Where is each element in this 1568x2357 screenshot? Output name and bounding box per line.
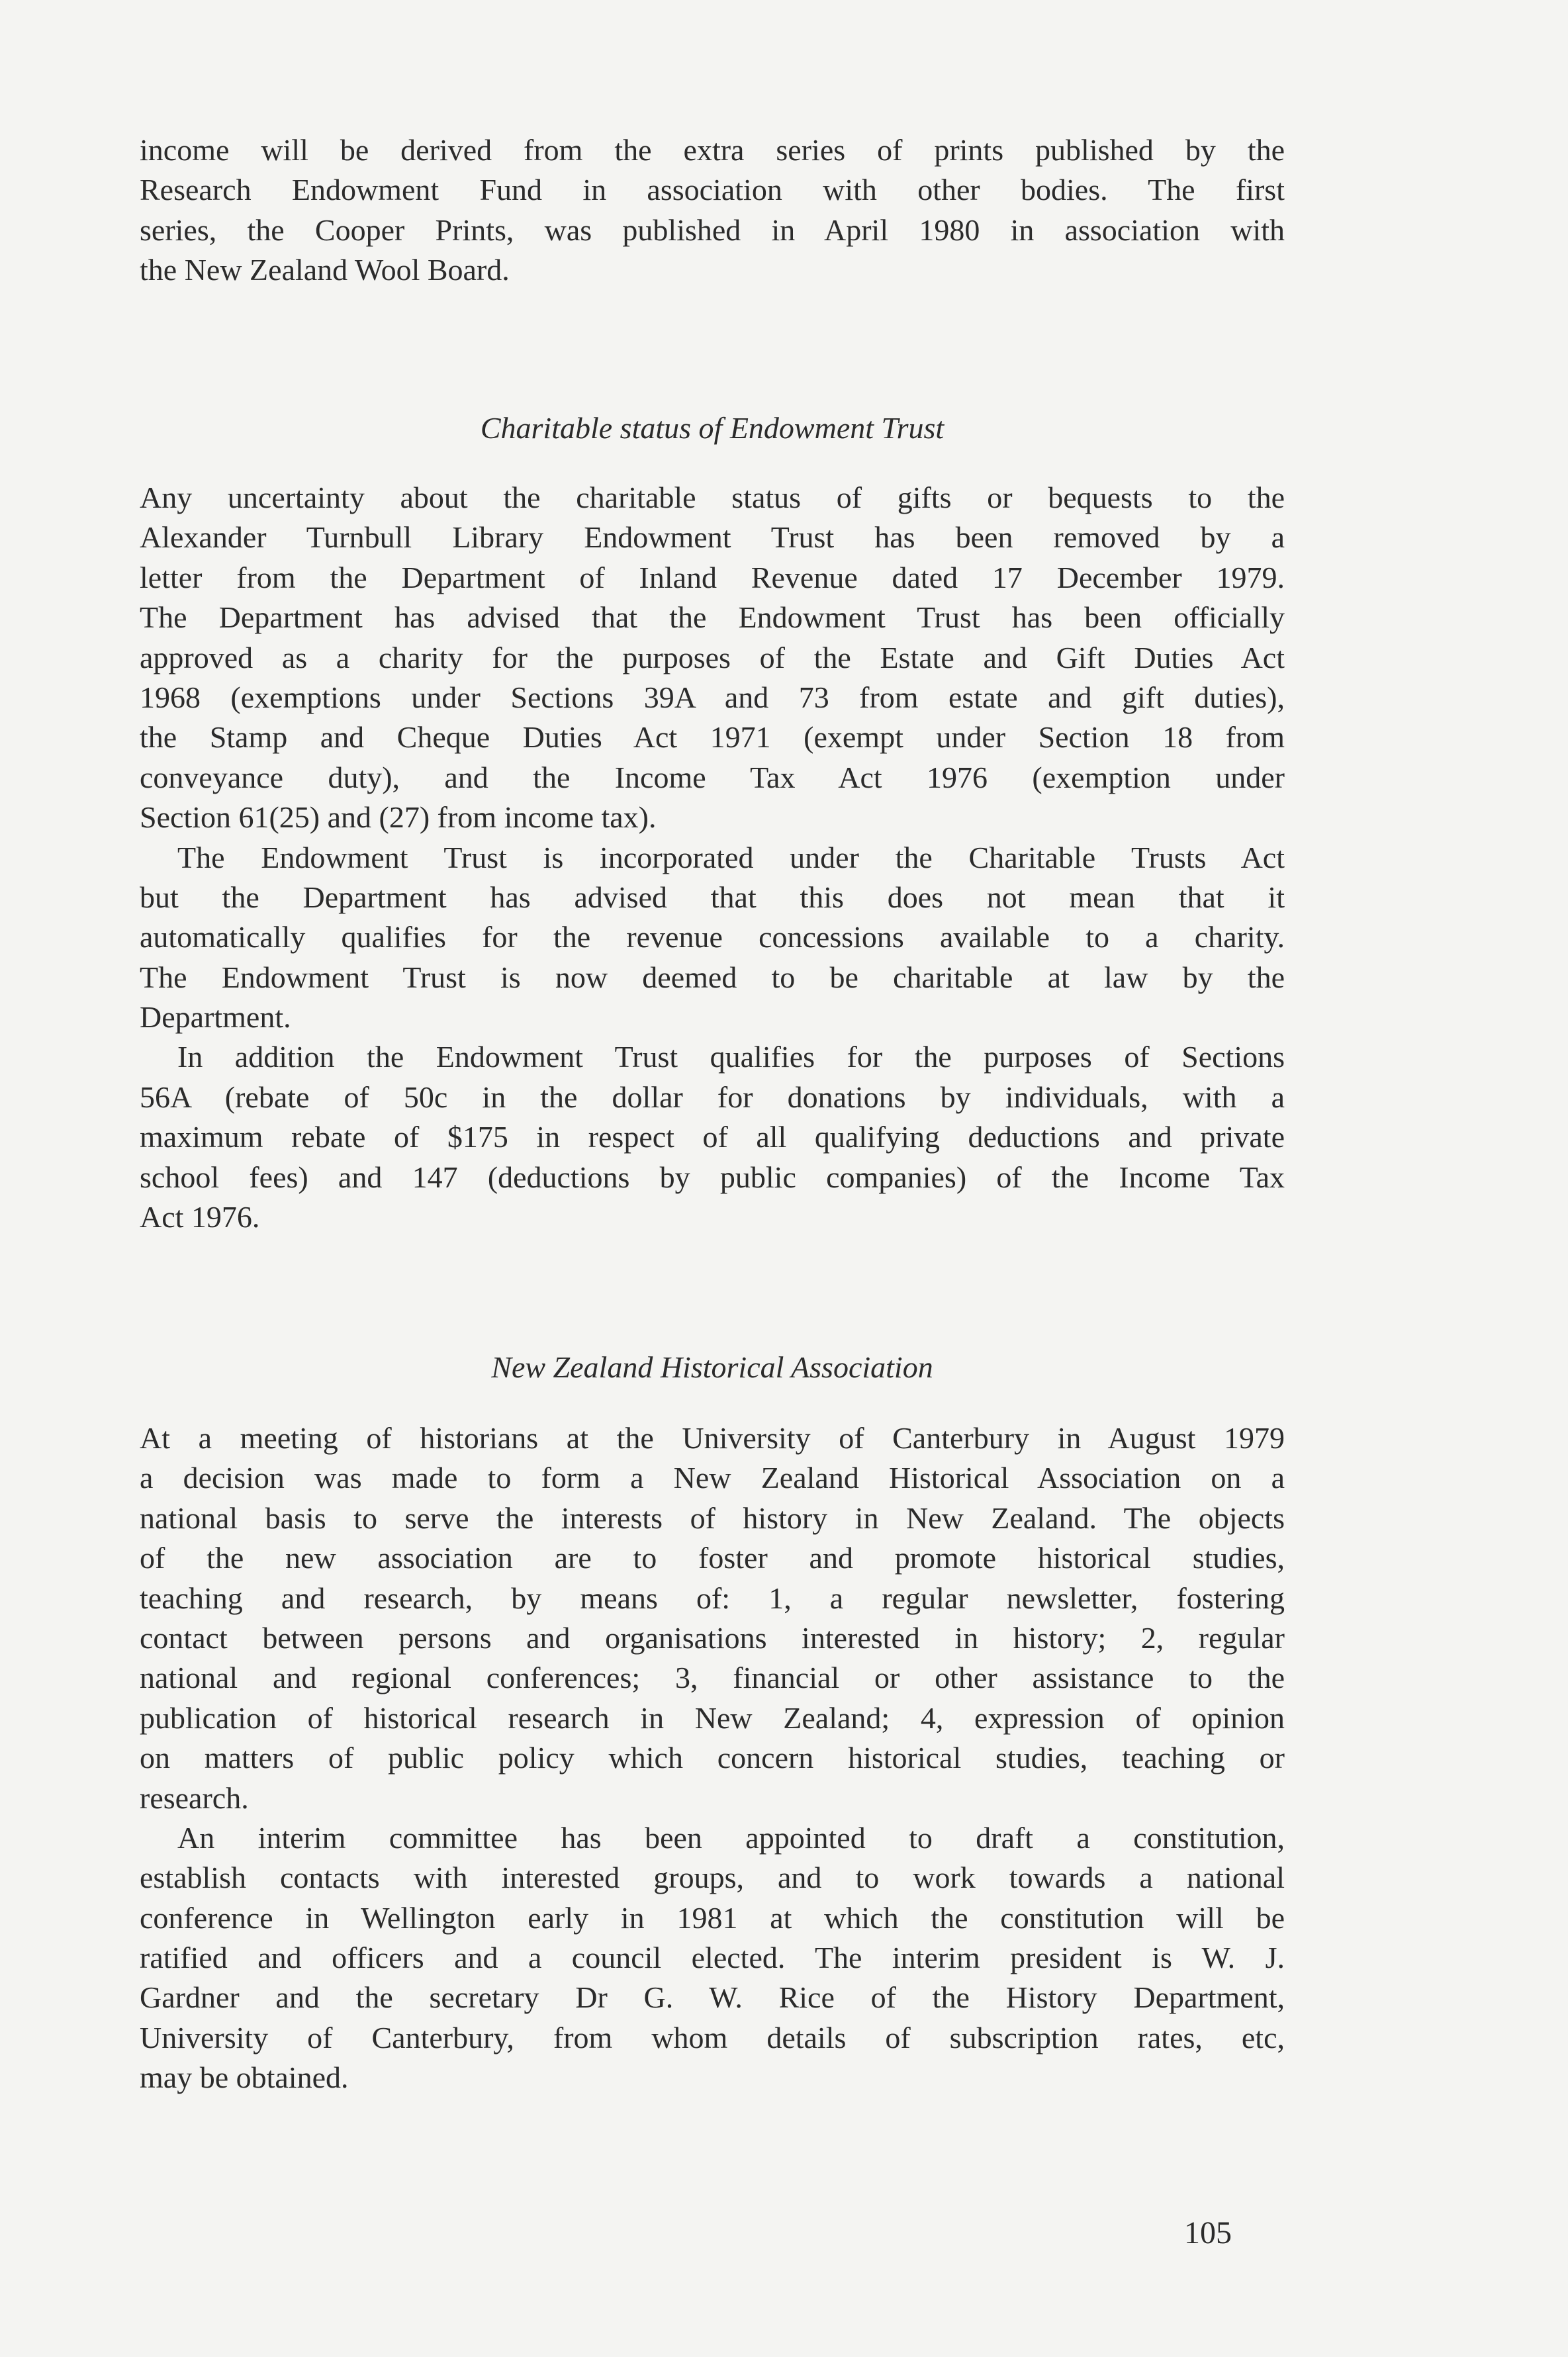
text-line: In addition the Endowment Trust qualifies for the purposes of Sections [177, 1040, 1285, 1074]
text-line: The Endowment Trust is incorporated under the Charitable Trusts Act [177, 840, 1285, 874]
text-line: automatically qualifies for the revenue concessions available to a charity. [140, 920, 1285, 954]
paragraph [140, 838, 1285, 1038]
text-line: on matters of public policy which concern historical studies, teaching or [140, 1741, 1285, 1775]
section-heading-charitable-status: Charitable status of Endowment Trust [480, 411, 945, 445]
text-line: conveyance duty), and the Income Tax Act 1976 (exemption under [140, 760, 1285, 794]
text-line: Department. [140, 1000, 291, 1035]
text-line: research. [140, 1780, 249, 1815]
text-line: Section 61(25) and (27) from income tax). [140, 800, 657, 835]
paragraph [140, 1418, 1285, 1818]
section-heading-historical-association: New Zealand Historical Association [491, 1350, 933, 1384]
text-line: income will be derived from the extra series of prints published by the [140, 133, 1285, 167]
text-line: Research Endowment Fund in association with other bodies. The first [140, 173, 1285, 207]
section-historical-association-body [140, 1418, 1285, 2098]
text-line: of the new association are to foster and promote historical studies, [140, 1541, 1285, 1575]
text-line: Gardner and the secretary Dr G. W. Rice of the History Department, [140, 1980, 1285, 2015]
text-line: University of Canterbury, from whom details of subscription rates, etc, [140, 2020, 1285, 2055]
text-line: The Endowment Trust is now deemed to be charitable at law by the [140, 960, 1285, 994]
text-line: conference in Wellington early in 1981 at which the constitution will be [140, 1900, 1285, 1935]
page-number: 105 [1184, 2215, 1232, 2250]
text-line: the Stamp and Cheque Duties Act 1971 (exempt under Section 18 from [140, 720, 1285, 755]
text-line: Any uncertainty about the charitable status of gifts or bequests to the [140, 481, 1285, 514]
text-line: The Department has advised that the Endowment Trust has been officially [140, 600, 1285, 635]
paragraph [140, 478, 1285, 838]
text-line: contact between persons and organisations interested in history; 2, regular [140, 1620, 1285, 1655]
text-line: establish contacts with interested groups, and to work towards a national [140, 1861, 1285, 1895]
text-line: series, the Cooper Prints, was published in April 1980 in association with [140, 212, 1285, 247]
intro-paragraph-block [140, 130, 1285, 291]
text-line: but the Department has advised that this does not mean that it [140, 880, 1285, 914]
text-line: Act 1976. [140, 1200, 260, 1234]
text-line: teaching and research, by means of: 1, a regular newsletter, fostering [140, 1581, 1285, 1615]
text-line: maximum rebate of $175 in respect of all qualifying deductions and private [140, 1120, 1285, 1154]
text-line: may be obtained. [140, 2060, 349, 2095]
paragraph [140, 1818, 1285, 2098]
text-line: national and regional conferences; 3, financial or other assistance to the [140, 1661, 1285, 1695]
text-line: national basis to serve the interests of history in New Zealand. The objects [140, 1501, 1285, 1535]
text-line: 56A (rebate of 50c in the dollar for donations by individuals, with a [140, 1080, 1285, 1114]
text-line: Alexander Turnbull Library Endowment Trust has been removed by a [140, 520, 1285, 555]
text-line: publication of historical research in New Zealand; 4, expression of opinion [140, 1700, 1285, 1735]
text-line: letter from the Department of Inland Revenue dated 17 December 1979. [140, 560, 1285, 594]
text-line: ratified and officers and a council elected. The interim president is W. J. [140, 1941, 1285, 1975]
text-line: 1968 (exemptions under Sections 39A and 73 from estate and gift duties), [140, 680, 1285, 714]
text-line: school fees) and 147 (deductions by public companies) of the Income Tax [140, 1160, 1285, 1194]
text-line: At a meeting of historians at the University of Canterbury in August 1979 [140, 1421, 1285, 1455]
text-line: An interim committee has been appointed to draft a constitution, [177, 1820, 1285, 1855]
text-line: a decision was made to form a New Zealand Historical Association on a [140, 1461, 1285, 1495]
text-line: the New Zealand Wool Board. [140, 253, 510, 287]
section-charitable-status-body [140, 478, 1285, 1237]
paragraph [140, 1037, 1285, 1237]
text-line: approved as a charity for the purposes of the Estate and Gift Duties Act [140, 640, 1285, 674]
